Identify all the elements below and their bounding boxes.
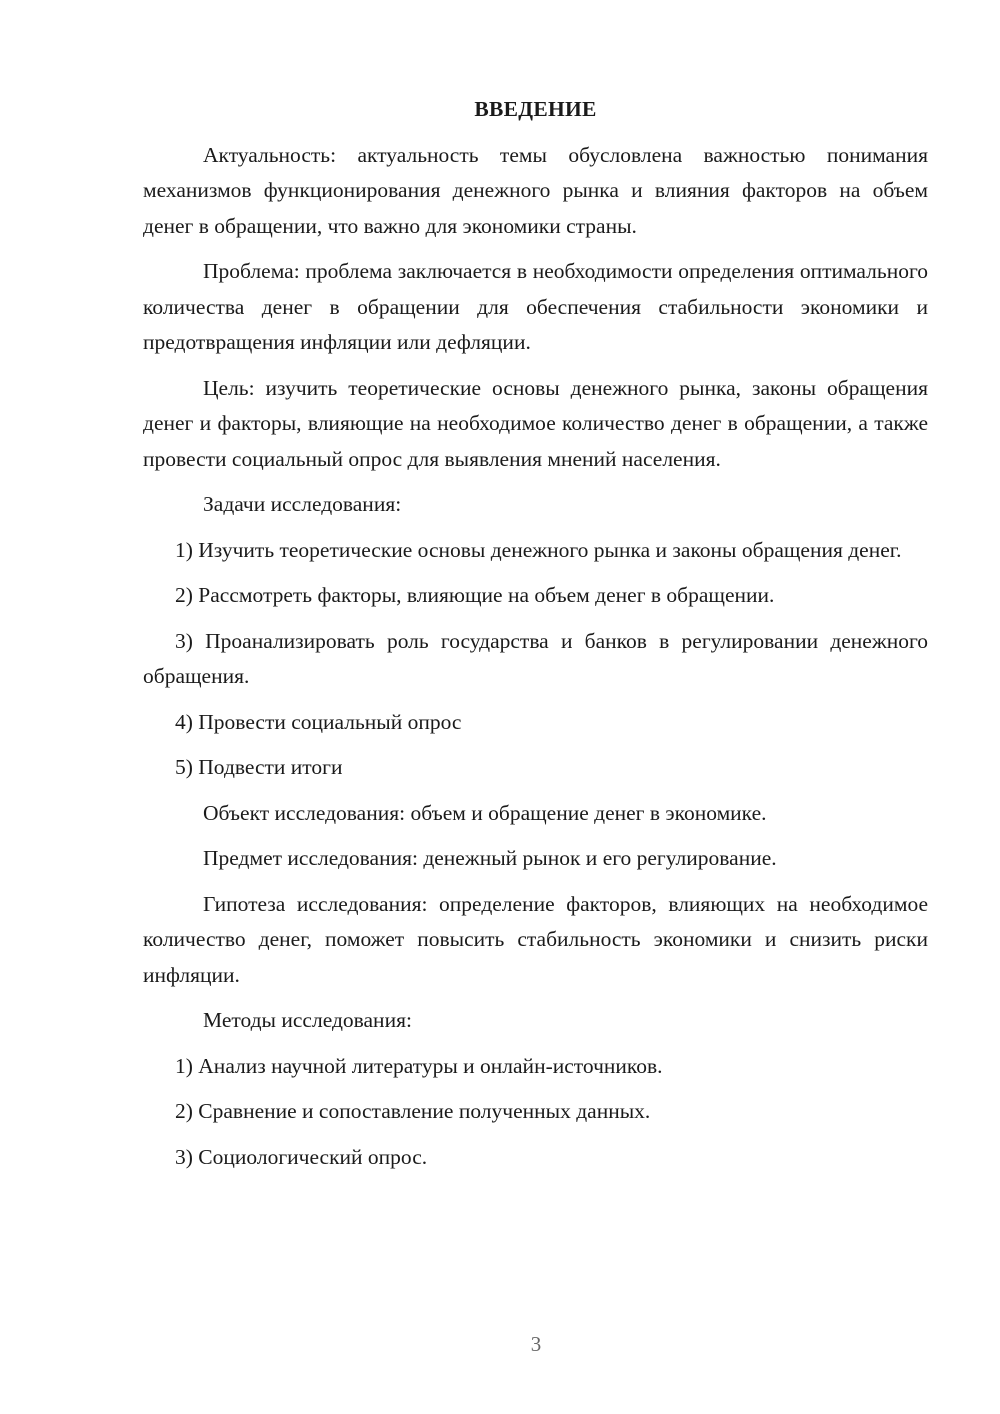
page-number: 3: [530, 1332, 542, 1356]
list-item: 1) Изучить теоретические основы денежного рынка и законы обращения денег.: [175, 537, 902, 562]
list-item: 2) Сравнение и сопоставление полученных данных.: [175, 1099, 651, 1123]
tasks-heading: Задачи исследования:: [203, 492, 402, 516]
tasks-list: [143, 533, 928, 786]
paragraph-subject: Предмет исследования: денежный рынок и его регулирование.: [203, 846, 777, 870]
paragraph-relevance: Актуальность: актуальность темы обусловлена важностью понимания механизмов функционирования денежного рынка и влияния факторов на объем денег в обращении, что важно для экономики страны.: [143, 142, 928, 238]
section-title: ВВЕДЕНИЕ: [474, 97, 597, 121]
list-item: 1) Анализ научной литературы и онлайн-источников.: [175, 1053, 663, 1078]
list-item: 2) Рассмотреть факторы, влияющие на объем денег в обращении.: [175, 583, 775, 607]
list-item: 4) Провести социальный опрос: [175, 709, 462, 734]
methods-list: [143, 1049, 928, 1176]
paragraph-hypothesis: Гипотеза исследования: определение факторов, влияющих на необходимое количество денег, поможет повысить стабильность экономики и снизить риски инфляции.: [143, 891, 928, 987]
methods-heading: Методы исследования:: [203, 1008, 412, 1032]
list-item: 3) Социологический опрос.: [175, 1144, 428, 1169]
paragraph-object: Объект исследования: объем и обращение денег в экономике.: [203, 800, 767, 825]
paragraph-problem: Проблема: проблема заключается в необходимости определения оптимального количества денег в обращении для обеспечения стабильности экономики и предотвращения инфляции или дефляции.: [143, 259, 928, 354]
list-item: 3) Проанализировать роль государства и банков в регулировании денежного обращения.: [143, 628, 928, 688]
list-item: 5) Подвести итоги: [175, 755, 343, 779]
paragraph-goal: Цель: изучить теоретические основы денежного рынка, законы обращения денег и факторы, влияющие на необходимое количество денег в обращении, а также провести социальный опрос для выявления мнений населения.: [143, 375, 928, 471]
page-content: [143, 92, 928, 1185]
